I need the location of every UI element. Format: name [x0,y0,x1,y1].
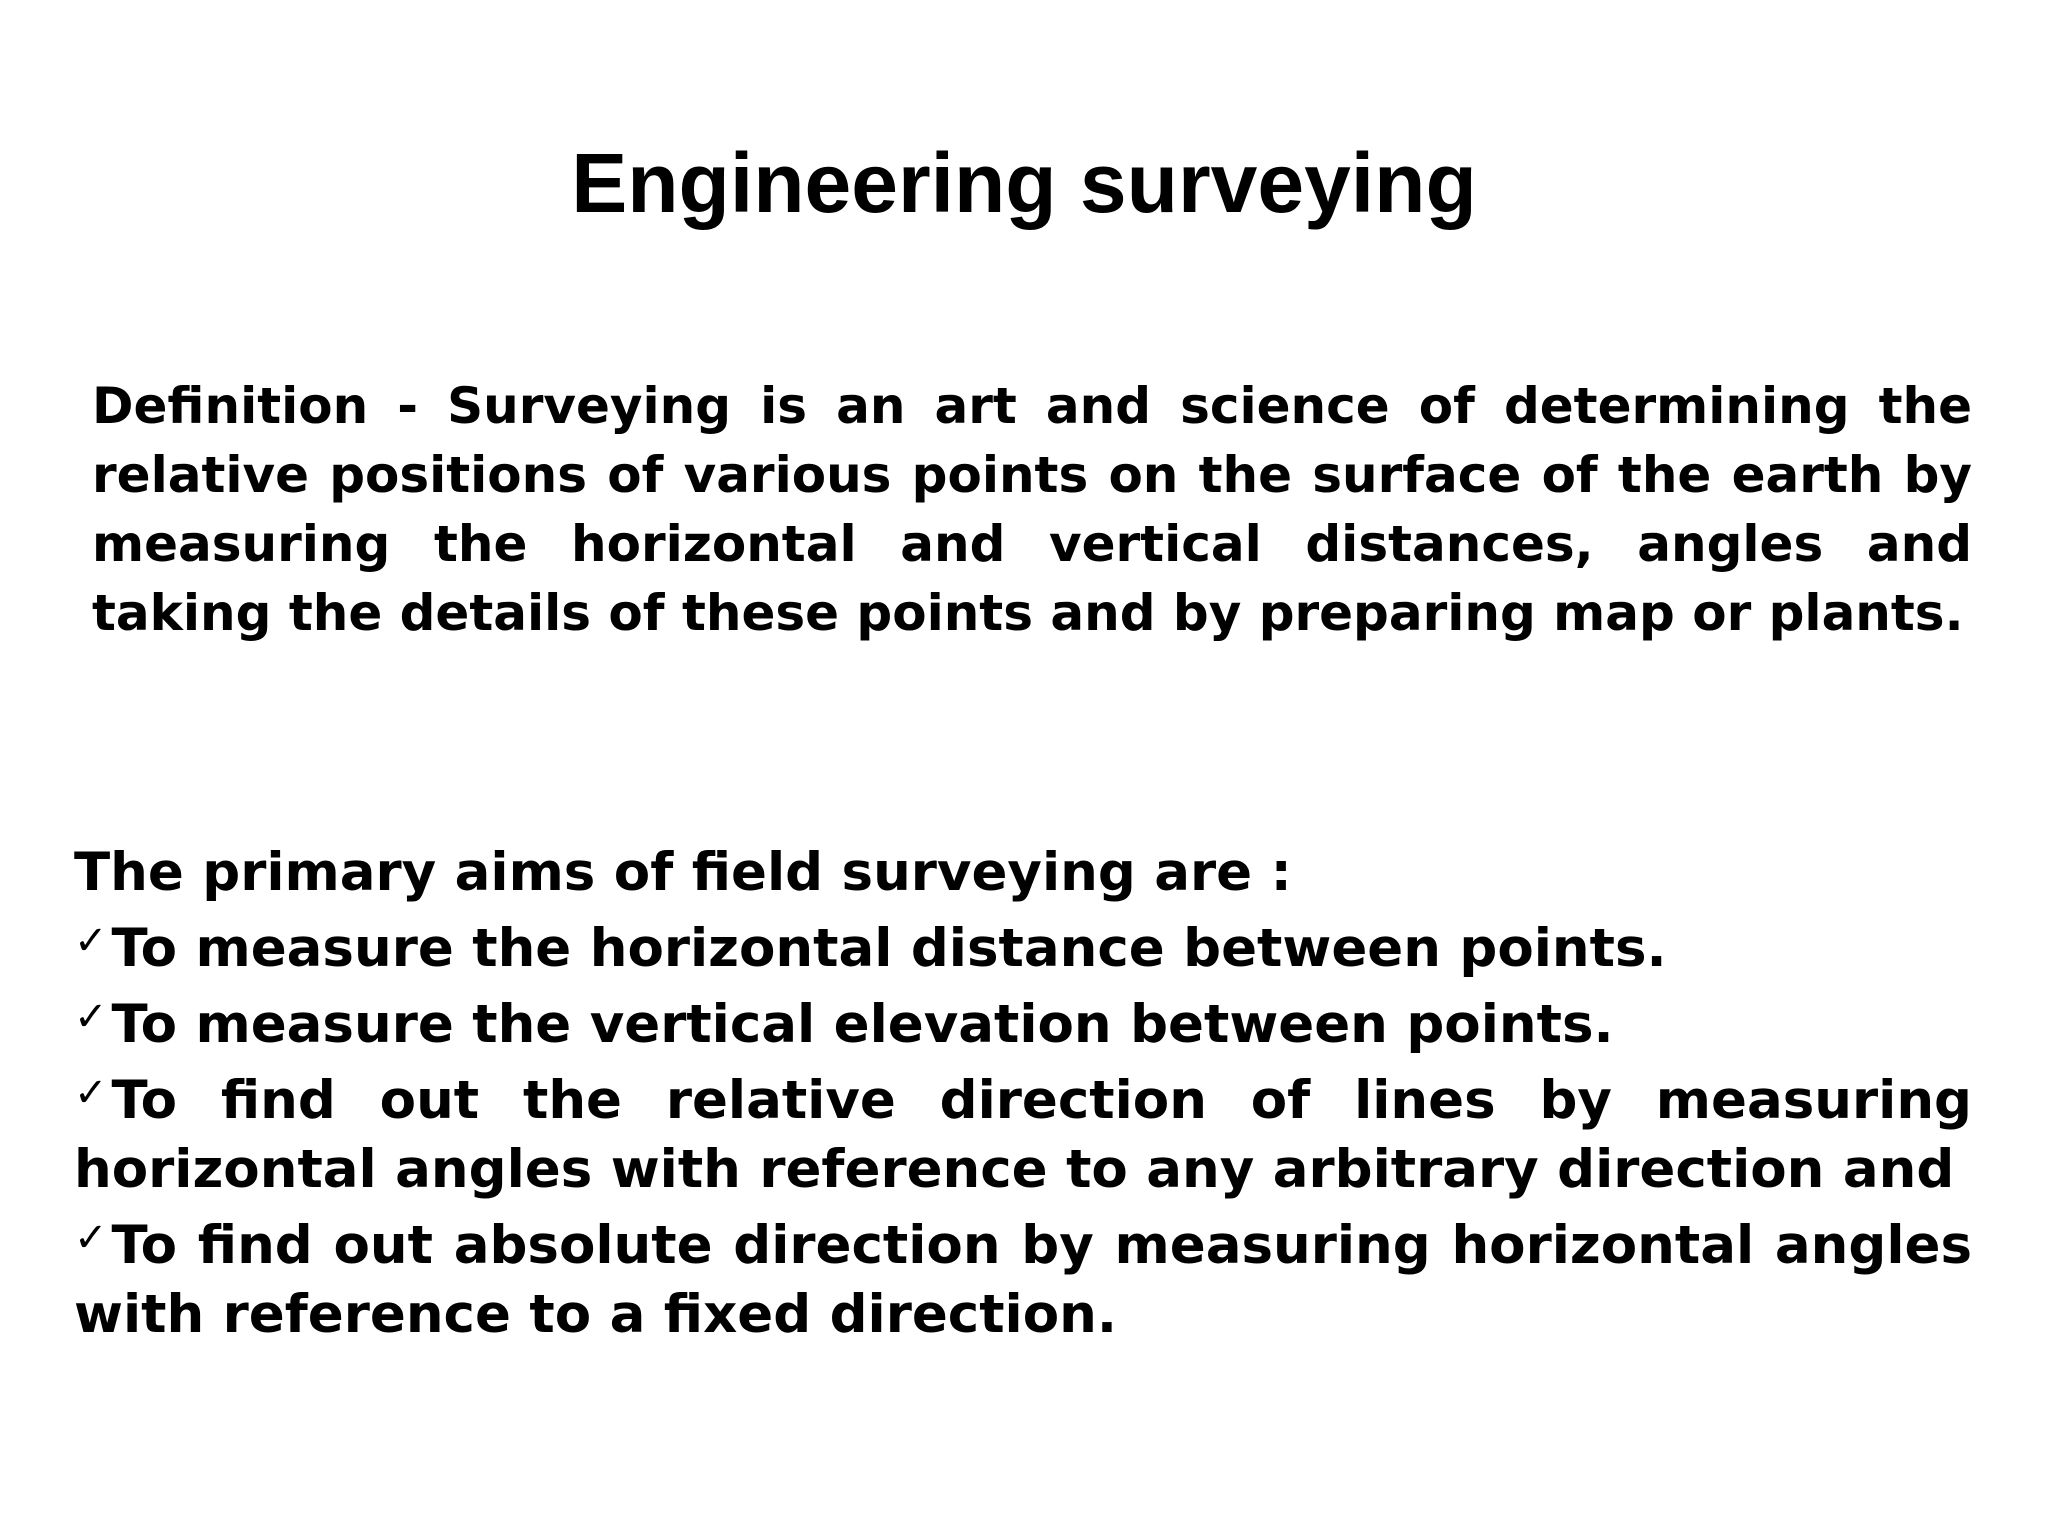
check-icon: ✓ [74,918,108,964]
slide-title: Engineering surveying [571,136,1477,230]
aims-heading: The primary aims of field surveying are : [74,842,1292,903]
aim-text: To find out the relative direction of lines by measuring horizontal angles with reference to any arbitrary direction and [74,1070,1972,1200]
definition-paragraph: Definition - Surveying is an art and science of determining the relative positions of various points on the surface of the earth by measuring the horizontal and vertical distances, angles and taking the details of these points and by preparing map or plants. [92,377,1972,642]
aims-section [74,838,1972,1349]
check-icon: ✓ [74,994,108,1040]
aim-text: To find out absolute direction by measuring horizontal angles with reference to a fixed direction. [74,1215,1972,1345]
aims-list [74,907,1972,1349]
aim-item [74,983,1972,1059]
aim-text: To measure the horizontal distance between points. [111,918,1667,979]
check-icon: ✓ [74,1215,108,1261]
check-icon: ✓ [74,1070,108,1116]
aim-text: To measure the vertical elevation between points. [111,994,1614,1055]
aim-item [74,907,1972,983]
aim-item [74,1059,1972,1204]
aim-item [74,1204,1972,1349]
